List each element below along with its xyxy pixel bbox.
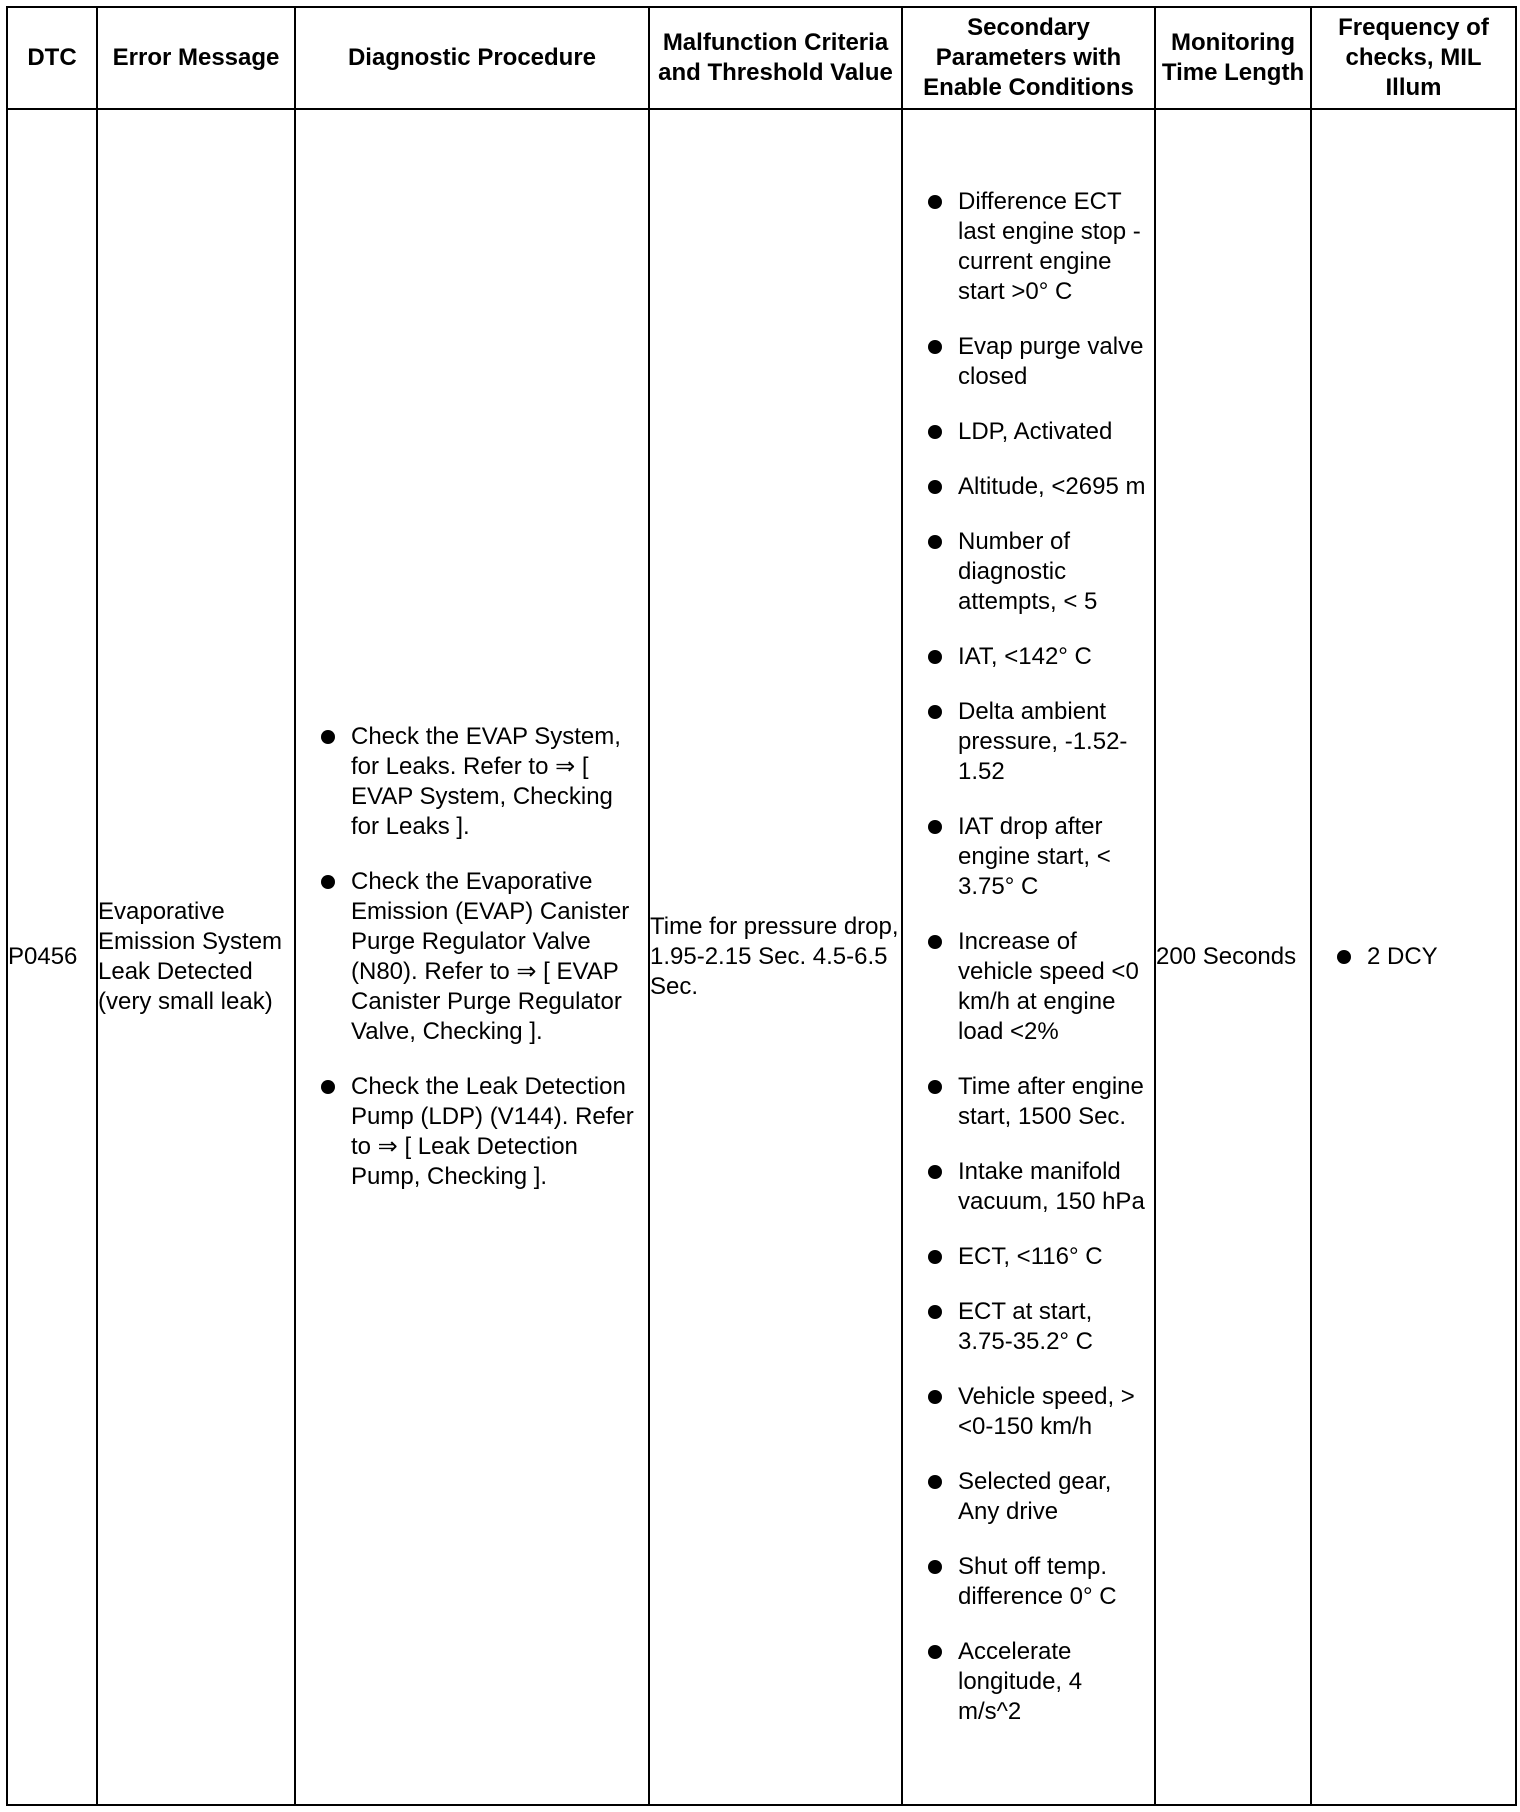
diagnostic-procedure xyxy=(295,109,649,1805)
frequency-item: 2 DCY xyxy=(1312,942,1515,972)
secondary-parameter-item: Number of diagnostic attempts, < 5 xyxy=(903,527,1154,617)
secondary-parameter-item: ECT, <116° C xyxy=(903,1242,1154,1272)
frequency xyxy=(1311,109,1516,1805)
secondary-parameter-list xyxy=(903,187,1154,1727)
frequency-list xyxy=(1312,942,1515,972)
header-diagnostic-procedure: Diagnostic Procedure xyxy=(295,7,649,109)
secondary-parameter-item: Selected gear, Any drive xyxy=(903,1467,1154,1527)
procedure-item: Check the Leak Detection Pump (LDP) (V144). Refer to ⇒ [ Leak Detection Pump, Checking ]. xyxy=(296,1072,648,1192)
header-error-message: Error Message xyxy=(97,7,295,109)
secondary-parameter-item: Increase of vehicle speed <0 km/h at engine load <2% xyxy=(903,927,1154,1047)
secondary-parameter-item: LDP, Activated xyxy=(903,417,1154,447)
secondary-parameter-item: IAT drop after engine start, < 3.75° C xyxy=(903,812,1154,902)
secondary-parameter-item: IAT, <142° C xyxy=(903,642,1154,672)
header-monitoring-time: Monitoring Time Length xyxy=(1155,7,1311,109)
secondary-parameter-item: Accelerate longitude, 4 m/s^2 xyxy=(903,1637,1154,1727)
secondary-parameter-item: Difference ECT last engine stop - current engine start >0° C xyxy=(903,187,1154,307)
secondary-parameter-item: Altitude, <2695 m xyxy=(903,472,1154,502)
header-secondary-parameters: Secondary Parameters with Enable Conditions xyxy=(902,7,1155,109)
dtc-table xyxy=(6,6,1517,1806)
secondary-parameters xyxy=(902,109,1155,1805)
secondary-parameter-item: Evap purge valve closed xyxy=(903,332,1154,392)
table-row xyxy=(7,109,1516,1805)
header-dtc: DTC xyxy=(7,7,97,109)
secondary-parameter-item: Time after engine start, 1500 Sec. xyxy=(903,1072,1154,1132)
secondary-parameter-item: Shut off temp. difference 0° C xyxy=(903,1552,1154,1612)
header-frequency: Frequency of checks, MIL Illum xyxy=(1311,7,1516,109)
malfunction-criteria: Time for pressure drop, 1.95-2.15 Sec. 4.5-6.5 Sec. xyxy=(649,109,902,1805)
error-message: Evaporative Emission System Leak Detected (very small leak) xyxy=(97,109,295,1805)
header-malfunction-criteria: Malfunction Criteria and Threshold Value xyxy=(649,7,902,109)
monitoring-time: 200 Seconds xyxy=(1155,109,1311,1805)
procedure-item: Check the Evaporative Emission (EVAP) Canister Purge Regulator Valve (N80). Refer to ⇒ [ EVAP Canister Purge Regulator Valve, Checking ]. xyxy=(296,867,648,1047)
procedure-item: Check the EVAP System, for Leaks. Refer to ⇒ [ EVAP System, Checking for Leaks ]. xyxy=(296,722,648,842)
secondary-parameter-item: ECT at start, 3.75-35.2° C xyxy=(903,1297,1154,1357)
secondary-parameter-item: Vehicle speed, > <0-150 km/h xyxy=(903,1382,1154,1442)
secondary-parameter-item: Intake manifold vacuum, 150 hPa xyxy=(903,1157,1154,1217)
procedure-list xyxy=(296,722,648,1192)
secondary-parameter-item: Delta ambient pressure, -1.52-1.52 xyxy=(903,697,1154,787)
dtc-code: P0456 xyxy=(7,109,97,1805)
header-row xyxy=(7,7,1516,109)
